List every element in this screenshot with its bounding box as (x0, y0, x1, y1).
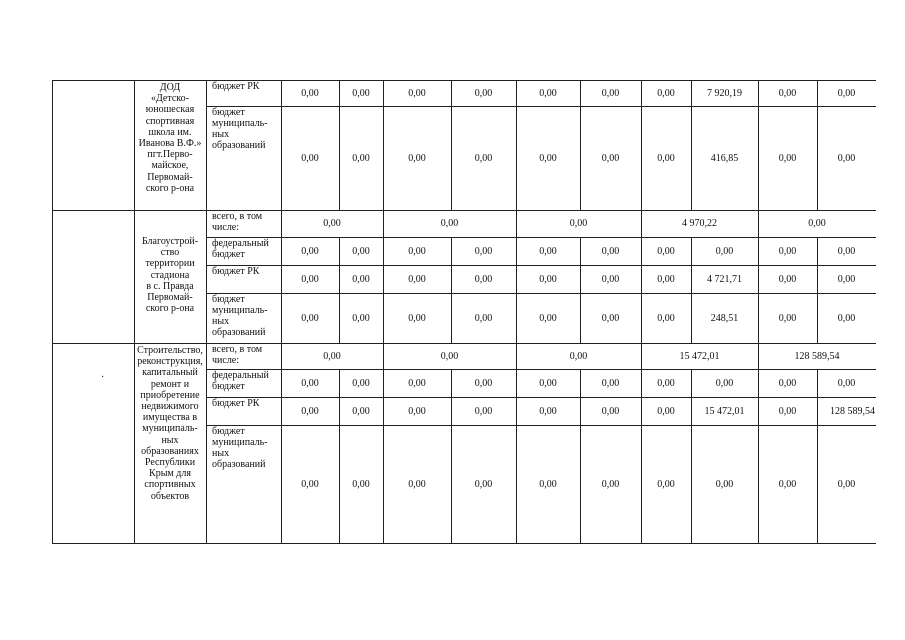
value-cell: 0,00 (657, 152, 675, 164)
value-cell: 0,00 (601, 245, 620, 257)
value-cell: 0,00 (474, 312, 493, 324)
value-cell: 0,00 (837, 152, 856, 164)
value-cell: 0,00 (778, 312, 797, 324)
value-cell: 0,00 (715, 377, 734, 389)
value-cell: 0,00 (657, 405, 675, 417)
value-cell: 0,00 (778, 478, 797, 490)
value-cell: 0,00 (408, 87, 426, 99)
value-cell: 0,00 (601, 377, 620, 389)
value-cell: 0,00 (352, 87, 370, 99)
value-cell: 0,00 (539, 377, 557, 389)
value-cell: 0,00 (352, 245, 370, 257)
value-cell: 0,00 (778, 273, 797, 285)
project-name (136, 236, 204, 314)
source-label: бюджет муниципаль- ных образований (212, 426, 268, 470)
value-cell: 0,00 (474, 478, 493, 490)
block-separator (52, 543, 876, 544)
value-cell: 0,00 (778, 405, 797, 417)
value-cell: 0,00 (715, 245, 734, 257)
value-cell: 0,00 (408, 245, 426, 257)
value-cell: 0,00 (778, 152, 797, 164)
value-cell: 0,00 (301, 312, 319, 324)
value-cell: 7 920,19 (707, 87, 742, 99)
value-cell: 0,00 (601, 478, 620, 490)
source-label: всего, в том числе: (212, 211, 263, 233)
total-value-cell: 0,00 (569, 218, 588, 229)
value-cell: 0,00 (408, 312, 426, 324)
value-cell: 0,00 (352, 377, 370, 389)
value-cell: 0,00 (301, 478, 319, 490)
value-cell: 0,00 (837, 273, 856, 285)
total-value-cell: 0,00 (323, 350, 341, 362)
project-name-text: Строительство, реконструкция, капитальный ремонт и приобретение недвижимого имущества в муниципаль- ных образованиях Республики Крым для спортивных объектов (137, 345, 203, 502)
value-cell: 0,00 (715, 478, 734, 490)
value-cell: 0,00 (474, 377, 493, 389)
value-cell: 0,00 (837, 377, 856, 389)
project-name (136, 345, 204, 502)
value-cell: 0,00 (657, 245, 675, 257)
total-value-cell: 4 970,22 (682, 218, 717, 229)
value-cell: 0,00 (474, 87, 493, 99)
source-label: федеральный бюджет (212, 370, 269, 392)
source-label: федеральный бюджет (212, 238, 269, 260)
value-cell: 15 472,01 (704, 405, 745, 417)
value-cell: 416,85 (710, 152, 739, 164)
value-cell: 0,00 (539, 405, 557, 417)
value-cell: 0,00 (301, 87, 319, 99)
name-column-border (134, 80, 135, 543)
table-left-border (52, 80, 53, 543)
total-value-cell: 128 589,54 (794, 350, 840, 362)
value-cell: 0,00 (657, 312, 675, 324)
source-label: бюджет РК (212, 266, 260, 277)
value-cell: 0,00 (657, 273, 675, 285)
value-cell: 0,00 (301, 273, 319, 285)
source-label: всего, в том числе: (212, 344, 263, 366)
value-cell: 0,00 (601, 273, 620, 285)
source-label: бюджет муниципаль- ных образований (212, 107, 268, 151)
total-value-cell: 0,00 (323, 218, 341, 229)
value-cell: 0,00 (837, 87, 856, 99)
value-cell: 0,00 (352, 152, 370, 164)
value-cell: 0,00 (301, 245, 319, 257)
total-value-cell: 15 472,01 (679, 350, 720, 362)
total-value-cell: 0,00 (808, 218, 826, 229)
total-value-cell: 0,00 (569, 350, 588, 362)
value-cell: 0,00 (408, 273, 426, 285)
value-cell: 0,00 (778, 87, 797, 99)
value-cell: 0,00 (352, 273, 370, 285)
value-cell: 0,00 (657, 87, 675, 99)
value-cell: 0,00 (352, 312, 370, 324)
value-cell: 0,00 (474, 273, 493, 285)
value-cell: 0,00 (301, 377, 319, 389)
value-cell: 0,00 (539, 152, 557, 164)
total-value-cell: 0,00 (440, 350, 459, 362)
source-label: бюджет РК (212, 398, 260, 409)
value-cell: 0,00 (539, 478, 557, 490)
value-cell: 248,51 (710, 312, 739, 324)
margin-mark: · (101, 372, 105, 383)
project-name-text: Благоустрой- ство территории стадиона в с. Правда Первомай- ского р-она (141, 236, 199, 315)
value-cell: 0,00 (601, 312, 620, 324)
value-cell: 4 721,71 (707, 273, 742, 285)
value-cell: 0,00 (601, 152, 620, 164)
value-cell: 0,00 (408, 377, 426, 389)
value-cell: 0,00 (837, 312, 856, 324)
value-cell: 0,00 (837, 245, 856, 257)
project-name-text: ДОД «Детско- юношеская спортивная школа им. Иванова В.Ф.» пгт.Перво- майское, Первомай- ского р-она (138, 82, 202, 194)
source-label: бюджет РК (212, 81, 260, 92)
value-cell: 0,00 (601, 405, 620, 417)
source-column-border (206, 80, 207, 543)
value-cell: 0,00 (301, 405, 319, 417)
value-cell: 0,00 (408, 478, 426, 490)
value-cell: 0,00 (474, 245, 493, 257)
value-cell: 128 589,54 (830, 405, 875, 417)
value-cell: 0,00 (352, 478, 370, 490)
value-cell: 0,00 (539, 312, 557, 324)
value-cell: 0,00 (837, 478, 856, 490)
source-label: бюджет муниципаль- ных образований (212, 294, 268, 338)
value-cell: 0,00 (657, 478, 675, 490)
value-cell: 0,00 (778, 377, 797, 389)
value-cell: 0,00 (539, 273, 557, 285)
total-value-cell: 0,00 (440, 218, 459, 229)
value-cell: 0,00 (539, 245, 557, 257)
value-cell: 0,00 (778, 245, 797, 257)
value-cell: 0,00 (601, 87, 620, 99)
value-cell: 0,00 (474, 405, 493, 417)
value-cell: 0,00 (474, 152, 493, 164)
value-cell: 0,00 (408, 405, 426, 417)
value-cell: 0,00 (657, 377, 675, 389)
project-name (136, 82, 204, 194)
value-cell: 0,00 (408, 152, 426, 164)
value-cell: 0,00 (301, 152, 319, 164)
value-cell: 0,00 (539, 87, 557, 99)
value-cell: 0,00 (352, 405, 370, 417)
